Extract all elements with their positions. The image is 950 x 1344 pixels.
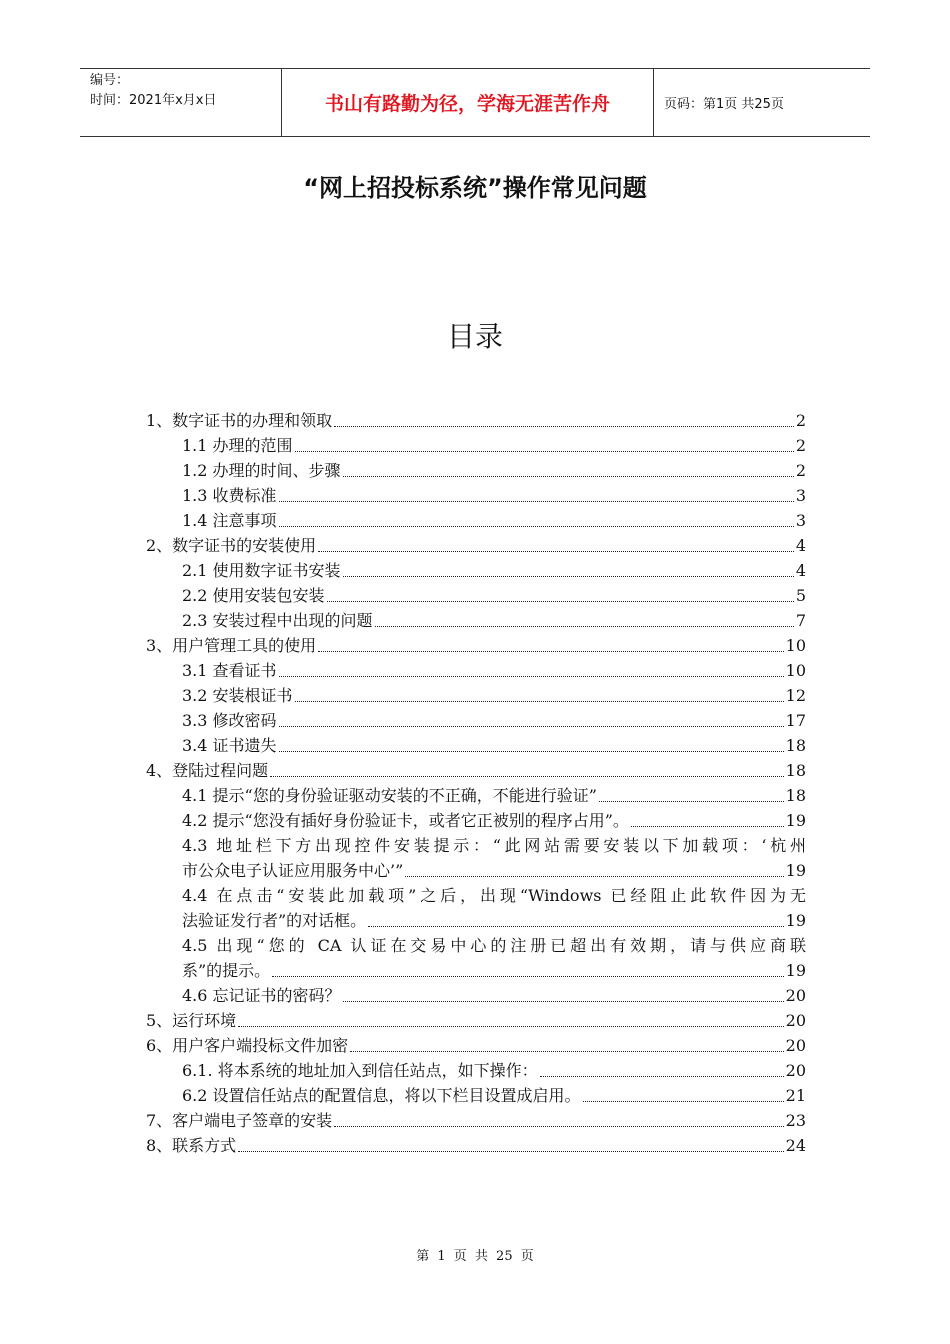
toc-entry[interactable]	[146, 983, 806, 1008]
toc-page-number: 18	[785, 761, 806, 780]
toc-dot-leader	[540, 1076, 784, 1077]
toc-entry-text: 1.1 办理的范围	[182, 436, 293, 455]
toc-page-number: 20	[785, 1061, 806, 1080]
toc-entry[interactable]	[146, 708, 806, 733]
toc-entry-text: 3.2 安装根证书	[182, 686, 293, 705]
toc-entry-text: 4.3 地址栏下方出现控件安装提示：“此网站需要安装以下加载项：‘杭州	[182, 836, 806, 855]
toc-entry-text: 1、数字证书的办理和领取	[146, 411, 333, 430]
toc-entry[interactable]	[146, 808, 806, 833]
toc-entry[interactable]	[146, 758, 806, 783]
toc-entry-text: 5、运行环境	[146, 1011, 237, 1030]
toc-page-number: 2	[795, 461, 806, 480]
toc-entry-text: 1.4 注意事项	[182, 511, 277, 530]
toc-page-number: 20	[785, 1011, 806, 1030]
toc-dot-leader	[318, 651, 783, 652]
document-header	[80, 68, 870, 137]
toc-entry[interactable]	[146, 558, 806, 583]
toc-page-number: 20	[785, 1036, 806, 1055]
toc-entry[interactable]	[146, 433, 806, 458]
toc-dot-leader	[279, 526, 794, 527]
toc-page-number: 2	[795, 411, 806, 430]
toc-entry-text: 2、数字证书的安装使用	[146, 536, 317, 555]
toc-dot-leader	[238, 1151, 783, 1152]
toc-dot-leader	[279, 676, 784, 677]
serial-number-label: 编号：	[90, 73, 130, 88]
toc-page-number: 23	[785, 1111, 806, 1130]
toc-page-number: 19	[785, 861, 806, 880]
toc-entry-text: 3.1 查看证书	[182, 661, 277, 680]
toc-entry-text: 市公众电子认证应用服务中心’”	[182, 861, 404, 880]
toc-entry-text: 7、客户端电子签章的安装	[146, 1111, 333, 1130]
toc-dot-leader	[343, 476, 794, 477]
toc-dot-leader	[599, 801, 784, 802]
toc-entry-text: 4.5 出现“您的 CA 认证在交易中心的注册已超出有效期，请与供应商联	[182, 936, 806, 955]
toc-dot-leader	[343, 1001, 784, 1002]
toc-entry[interactable]	[146, 733, 806, 758]
date-label: 时间：2021年x月x日	[90, 93, 217, 108]
toc-entry[interactable]	[146, 1058, 806, 1083]
toc-entry[interactable]	[146, 1133, 806, 1158]
toc-dot-leader	[272, 976, 783, 977]
toc-entry-text: 6、用户客户端投标文件加密	[146, 1036, 349, 1055]
toc-dot-leader	[343, 576, 794, 577]
toc-entry-text: 8、联系方式	[146, 1136, 237, 1155]
toc-entry-text: 1.3 收费标准	[182, 486, 277, 505]
toc-entry-text: 4.4 在点击“安装此加载项”之后，出现“Windows 已经阻止此软件因为无	[182, 886, 806, 905]
toc-entry-text: 3.4 证书遗失	[182, 736, 277, 755]
toc-entry[interactable]	[146, 458, 806, 483]
toc-heading: 目录	[446, 320, 503, 353]
toc-dot-leader	[279, 751, 784, 752]
toc-entry[interactable]	[146, 1033, 806, 1058]
toc-entry[interactable]	[146, 683, 806, 708]
toc-page-number: 19	[785, 911, 806, 930]
toc-page-number: 19	[785, 961, 806, 980]
toc-page-number: 2	[795, 436, 806, 455]
toc-dot-leader	[631, 826, 784, 827]
header-motto: 书山有路勤为径，学海无涯苦作舟	[282, 69, 654, 136]
toc-page-number: 10	[785, 636, 806, 655]
toc-entry-text: 4.6 忘记证书的密码？	[182, 986, 341, 1005]
toc-entry[interactable]	[146, 933, 806, 983]
toc-entry[interactable]	[146, 883, 806, 933]
toc-page-number: 21	[785, 1086, 806, 1105]
toc-dot-leader	[318, 551, 794, 552]
toc-page-number: 18	[785, 786, 806, 805]
toc-dot-leader	[327, 601, 794, 602]
toc-entry[interactable]	[146, 583, 806, 608]
toc-page-number: 24	[785, 1136, 806, 1155]
table-of-contents	[146, 408, 806, 1158]
toc-entry-text: 2.1 使用数字证书安装	[182, 561, 341, 580]
toc-entry[interactable]	[146, 1108, 806, 1133]
toc-entry-text: 3.3 修改密码	[182, 711, 277, 730]
toc-entry-text: 2.2 使用安装包安装	[182, 586, 325, 605]
toc-page-number: 12	[785, 686, 806, 705]
toc-dot-leader	[279, 726, 784, 727]
header-page-info: 页码：第1页 共25页	[664, 97, 784, 112]
toc-page-number: 10	[785, 661, 806, 680]
toc-entry-text: 4.1 提示“您的身份验证驱动安装的不正确，不能进行验证”	[182, 786, 597, 805]
toc-entry[interactable]	[146, 483, 806, 508]
toc-page-number: 20	[785, 986, 806, 1005]
toc-page-number: 17	[785, 711, 806, 730]
toc-entry-text: 6.1. 将本系统的地址加入到信任站点，如下操作：	[182, 1061, 538, 1080]
toc-entry-text: 4、登陆过程问题	[146, 761, 269, 780]
toc-entry[interactable]	[146, 658, 806, 683]
toc-entry-text: 系”的提示。	[182, 961, 271, 980]
toc-dot-leader	[350, 1051, 783, 1052]
toc-dot-leader	[295, 451, 794, 452]
toc-entry-text: 6.2 设置信任站点的配置信息，将以下栏目设置成启用。	[182, 1086, 581, 1105]
toc-dot-leader	[238, 1026, 783, 1027]
toc-entry-text: 4.2 提示“您没有插好身份验证卡，或者它正被别的程序占用”。	[182, 811, 629, 830]
toc-entry[interactable]	[146, 833, 806, 883]
header-meta	[80, 69, 282, 136]
toc-entry[interactable]	[146, 1008, 806, 1033]
toc-dot-leader	[583, 1101, 784, 1102]
toc-dot-leader	[295, 701, 784, 702]
toc-page-number: 3	[795, 511, 806, 530]
toc-page-number: 4	[795, 561, 806, 580]
toc-entry[interactable]	[146, 1083, 806, 1108]
toc-dot-leader	[375, 626, 794, 627]
toc-page-number: 3	[795, 486, 806, 505]
toc-dot-leader	[405, 876, 783, 877]
toc-entry-text: 2.3 安装过程中出现的问题	[182, 611, 373, 630]
toc-dot-leader	[279, 501, 794, 502]
toc-entry-text: 3、用户管理工具的使用	[146, 636, 317, 655]
toc-entry[interactable]	[146, 633, 806, 658]
toc-page-number: 5	[795, 586, 806, 605]
toc-entry[interactable]	[146, 783, 806, 808]
toc-dot-leader	[334, 426, 794, 427]
toc-entry[interactable]	[146, 508, 806, 533]
page-footer: 第 1 页 共 25 页	[416, 1249, 534, 1264]
toc-page-number: 18	[785, 736, 806, 755]
toc-entry-text: 1.2 办理的时间、步骤	[182, 461, 341, 480]
document-title: “网上招投标系统”操作常见问题	[303, 174, 647, 202]
toc-entry[interactable]	[146, 608, 806, 633]
toc-entry[interactable]	[146, 408, 806, 433]
toc-dot-leader	[368, 926, 783, 927]
toc-dot-leader	[270, 776, 783, 777]
toc-page-number: 19	[785, 811, 806, 830]
toc-entry[interactable]	[146, 533, 806, 558]
toc-entry-text: 法验证发行者”的对话框。	[182, 911, 367, 930]
toc-page-number: 4	[795, 536, 806, 555]
toc-dot-leader	[334, 1126, 783, 1127]
toc-page-number: 7	[795, 611, 806, 630]
